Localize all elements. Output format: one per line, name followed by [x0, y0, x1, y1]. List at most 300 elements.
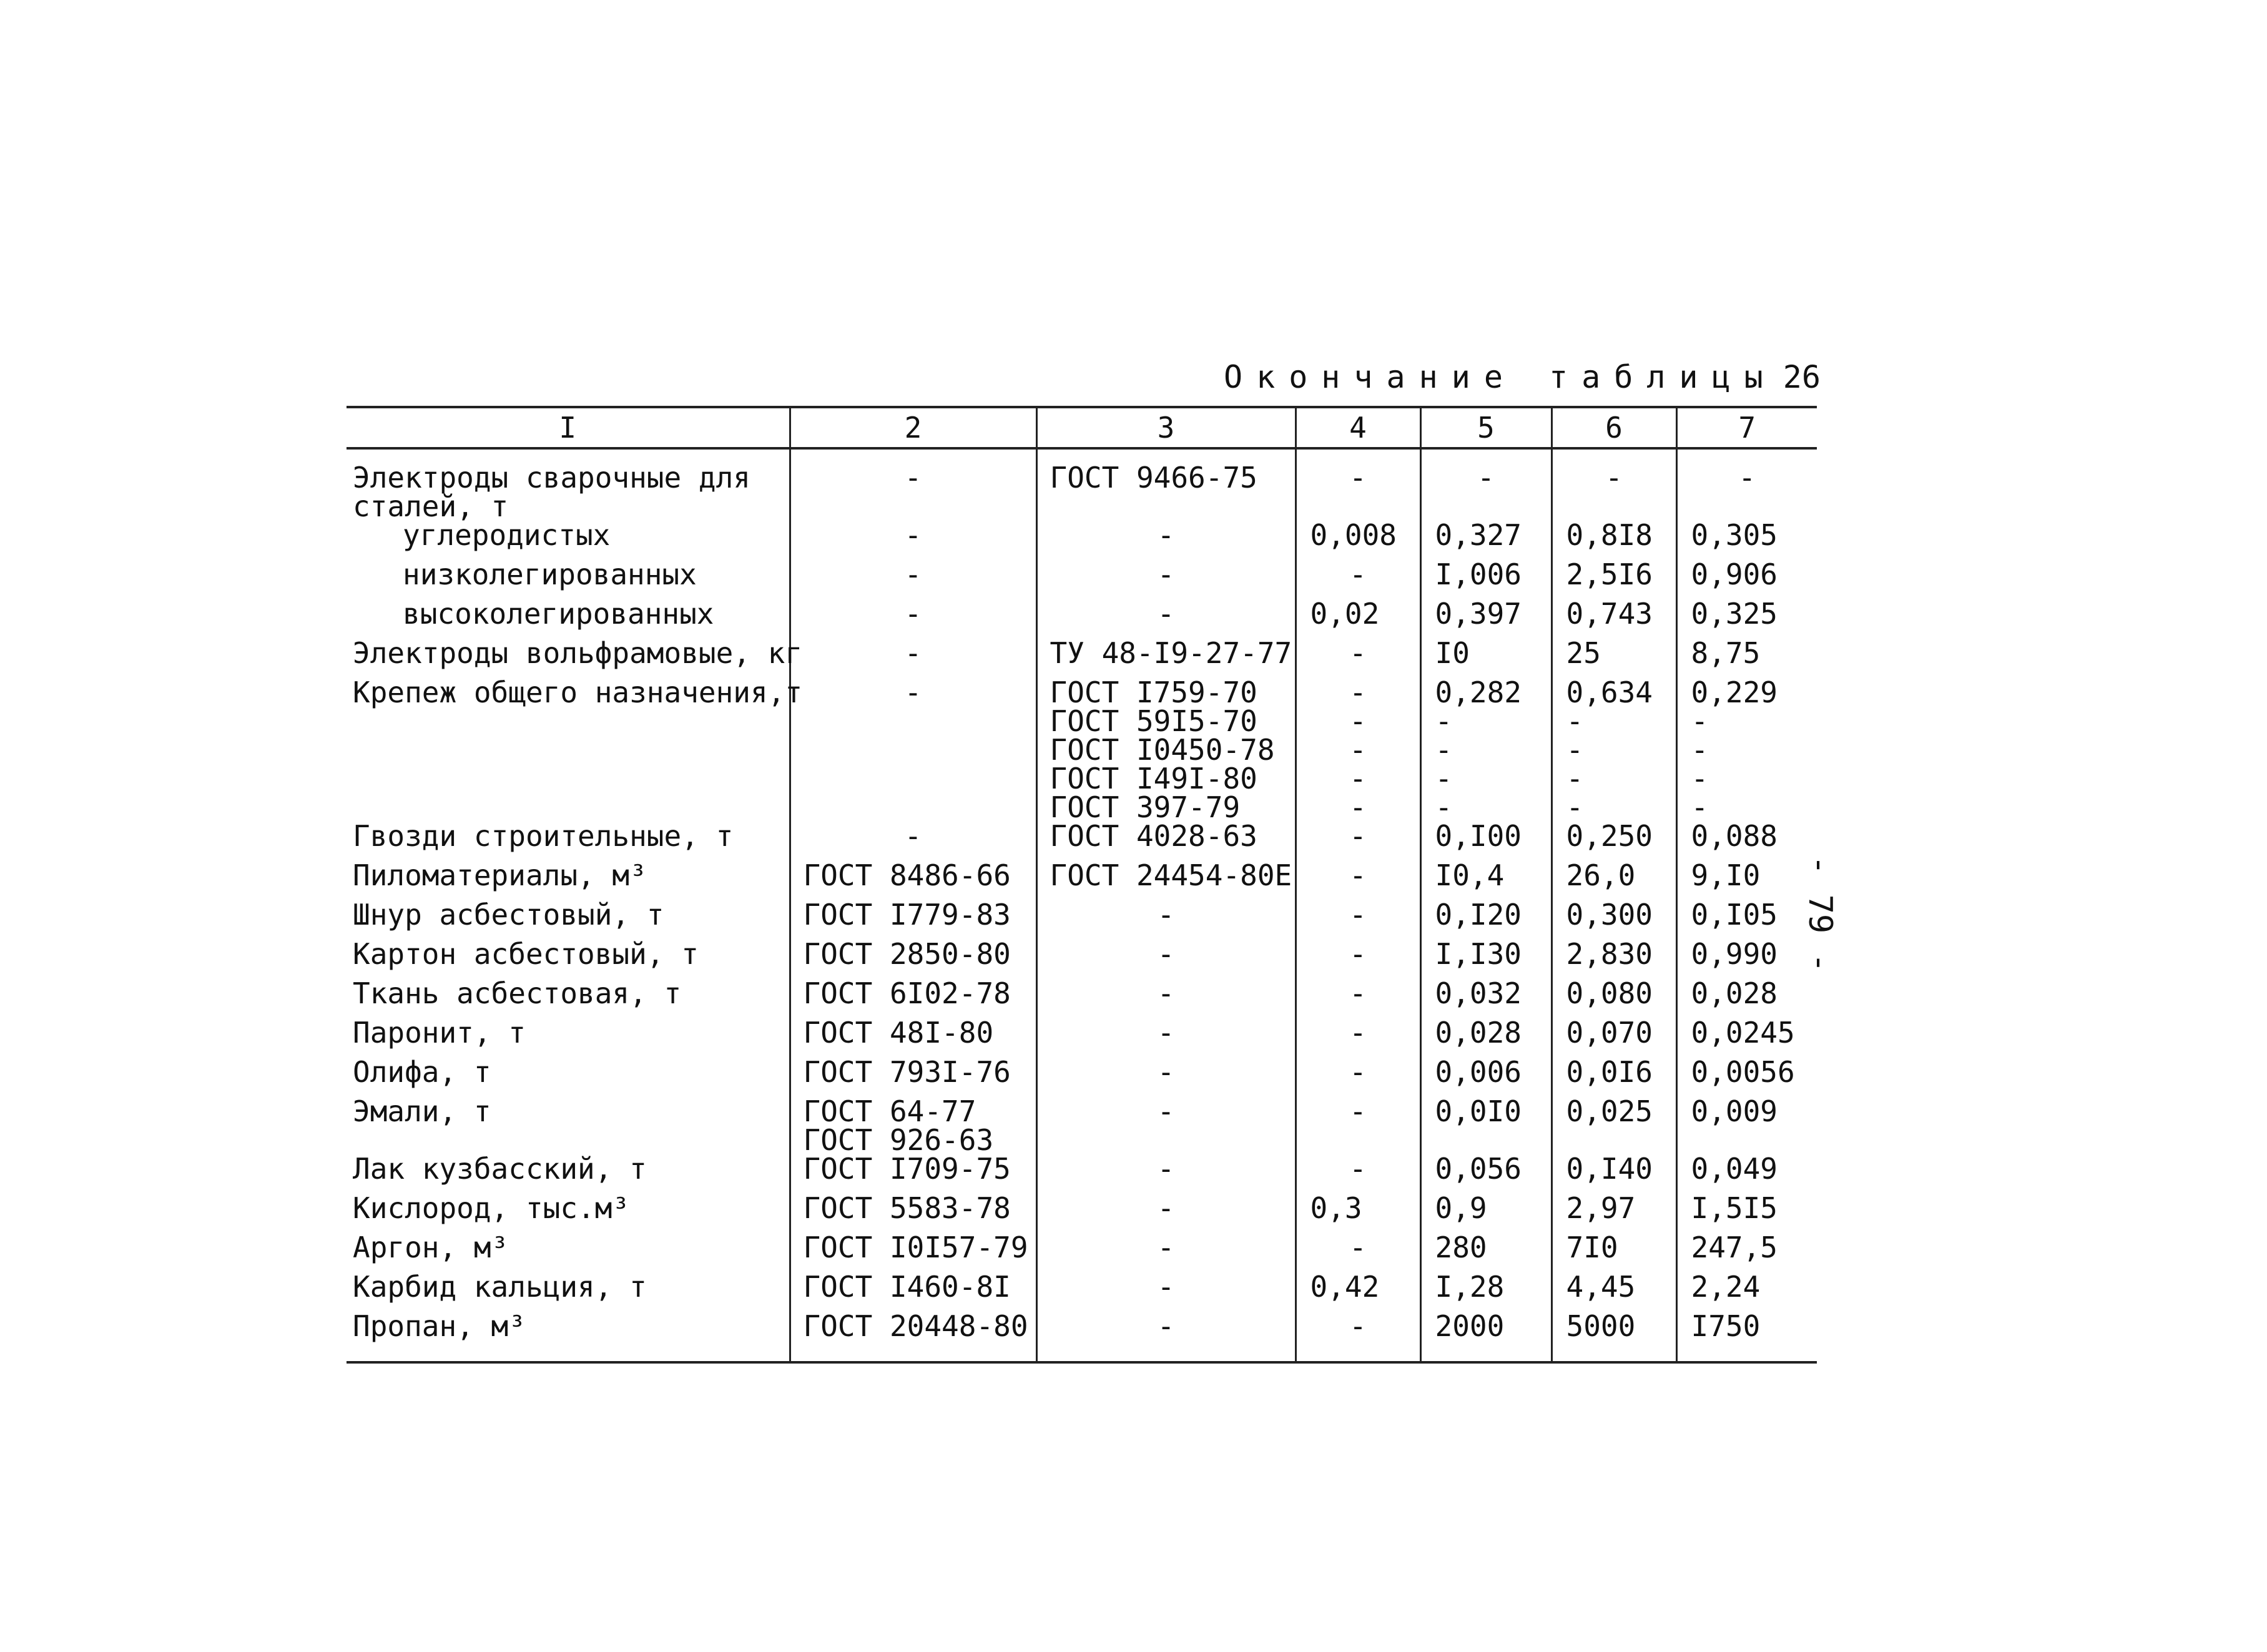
spec-cell [1036, 858, 1296, 900]
value-cell-c7-line: 0,028 [1691, 976, 1778, 1010]
material-name-line: Гвозди строительные, т [353, 819, 734, 853]
value-cell-c7 [1676, 1094, 1817, 1154]
value-cell-c6-line: 0,080 [1566, 976, 1653, 1010]
value-cell-c4 [1296, 858, 1420, 900]
value-cell-c4-line: 0,008 [1310, 518, 1397, 552]
spec-cell-line: ГОСТ I0450-78 [1050, 733, 1275, 767]
spec-cell [1036, 900, 1296, 940]
standard-line: ГОСТ I460-8I [803, 1270, 1011, 1304]
value-cell-c5-line: - [1477, 461, 1495, 494]
value-cell-c5 [1420, 518, 1551, 560]
value-cell-c5 [1420, 1154, 1551, 1194]
standard-line: - [904, 819, 922, 853]
material-name-line: Олифа, т [353, 1055, 491, 1089]
value-cell-c4 [1296, 900, 1420, 940]
standard-line: - [904, 461, 922, 494]
value-cell-c4 [1296, 1055, 1420, 1097]
value-cell-c5-line: I0 [1435, 636, 1470, 670]
standard-cell [790, 560, 1036, 599]
spec-cell-line: ГОСТ 59I5-70 [1050, 704, 1257, 738]
material-name-line: Карбид кальция, т [353, 1270, 647, 1304]
value-cell-c6-line: - [1605, 461, 1623, 494]
caption-table-number: 26 [1783, 359, 1821, 395]
value-cell-c7-line: - [1738, 461, 1756, 494]
value-cell-c6 [1551, 1094, 1676, 1154]
value-cell-c7-line: I,5I5 [1691, 1191, 1778, 1225]
value-cell-c6-line: 2,97 [1566, 1191, 1636, 1225]
spec-cell [1036, 1309, 1296, 1362]
value-cell-c4-line: - [1349, 976, 1367, 1010]
standard-line: ГОСТ 48I-80 [803, 1016, 994, 1050]
material-name-line: Аргон, м³ [353, 1231, 509, 1264]
value-cell-c7 [1676, 1233, 1817, 1272]
material-name [347, 518, 790, 560]
value-cell-c5 [1420, 560, 1551, 599]
spec-cell-line: - [1157, 976, 1175, 1010]
value-cell-c7-line: 247,5 [1691, 1231, 1778, 1264]
standard-cell [790, 1191, 1036, 1233]
material-name-line: Кислород, тыс.м³ [353, 1191, 630, 1225]
value-cell-c5 [1420, 976, 1551, 1018]
standard-line: ГОСТ 64-77 [803, 1094, 976, 1128]
standard-cell [790, 1055, 1036, 1097]
value-cell-c5-line: 0,028 [1435, 1016, 1522, 1050]
value-cell-c6-line: 2,830 [1566, 937, 1653, 971]
value-cell-c4-line: - [1349, 704, 1367, 738]
value-cell-c5 [1420, 1018, 1551, 1058]
table-row [347, 560, 1817, 599]
value-cell-c4-line: 0,42 [1310, 1270, 1380, 1304]
material-name-line: Пиломатериалы, м³ [353, 858, 647, 892]
value-cell-c5-line: 2000 [1435, 1309, 1505, 1343]
material-name [347, 636, 803, 678]
value-cell-c6-line: 4,45 [1566, 1270, 1636, 1304]
spec-cell [1036, 636, 1296, 678]
value-cell-c6-line: 0,8I8 [1566, 518, 1653, 552]
value-cell-c4 [1296, 678, 1420, 822]
standard-cell [790, 678, 1036, 822]
value-cell-c4-line: - [1349, 1016, 1367, 1050]
value-cell-c4-line: - [1349, 558, 1367, 591]
spec-cell-line: - [1157, 1231, 1175, 1264]
value-cell-c4 [1296, 560, 1420, 599]
value-cell-c6-line: 0,025 [1566, 1094, 1653, 1128]
value-cell-c4-line: - [1349, 762, 1367, 795]
value-cell-c7 [1676, 599, 1817, 639]
material-name-line: низколегированных [403, 558, 697, 591]
column-header-2: 2 [790, 407, 1036, 448]
value-cell-c5 [1420, 448, 1551, 521]
standard-line: ГОСТ 793I-76 [803, 1055, 1011, 1089]
table-row [347, 1233, 1817, 1272]
value-cell-c4-line: 0,02 [1310, 597, 1380, 631]
standard-cell [790, 937, 1036, 979]
table-caption [1224, 359, 1821, 395]
value-cell-c5-line: I,006 [1435, 558, 1522, 591]
value-cell-c7 [1676, 937, 1817, 979]
standard-line: - [904, 597, 922, 631]
spec-cell-line: ГОСТ 24454-80Е [1050, 858, 1292, 892]
value-cell-c5-line: 0,9 [1435, 1191, 1487, 1225]
value-cell-c4 [1296, 1191, 1420, 1233]
value-cell-c7-line: 0,0056 [1691, 1055, 1795, 1089]
material-name [347, 1018, 790, 1058]
table-row [347, 1018, 1817, 1058]
value-cell-c7 [1676, 976, 1817, 1018]
value-cell-c6-line: 26,0 [1566, 858, 1636, 892]
standard-line: ГОСТ I779-83 [803, 898, 1011, 932]
material-name [347, 1154, 790, 1194]
value-cell-c4 [1296, 819, 1420, 861]
value-cell-c4 [1296, 1309, 1420, 1362]
value-cell-c7-line: - [1691, 733, 1709, 767]
table-row [347, 979, 1817, 1018]
spec-cell [1036, 678, 1296, 822]
value-cell-c6 [1551, 1154, 1676, 1194]
standard-line: ГОСТ 2850-80 [803, 937, 1011, 971]
value-cell-c6 [1551, 518, 1676, 560]
value-cell-c7-line: I750 [1691, 1309, 1761, 1343]
spec-cell-line: - [1157, 1055, 1175, 1089]
value-cell-c5 [1420, 900, 1551, 940]
value-cell-c6-line: - [1566, 704, 1584, 738]
material-name [347, 900, 790, 940]
material-name [347, 858, 790, 900]
value-cell-c4-line: - [1349, 1152, 1367, 1186]
standard-cell [790, 1309, 1036, 1362]
value-cell-c4 [1296, 1233, 1420, 1272]
value-cell-c7-line: 0,0245 [1691, 1016, 1795, 1050]
value-cell-c4-line: - [1349, 937, 1367, 971]
table-row [347, 1194, 1817, 1233]
table-row [347, 678, 1817, 822]
value-cell-c6-line: - [1566, 790, 1584, 824]
spec-cell [1036, 1191, 1296, 1233]
material-name [347, 599, 790, 639]
spec-cell [1036, 1272, 1296, 1312]
value-cell-c4 [1296, 937, 1420, 979]
value-cell-c7 [1676, 819, 1817, 861]
spec-cell-line: - [1157, 1191, 1175, 1225]
value-cell-c4 [1296, 448, 1420, 521]
value-cell-c6 [1551, 560, 1676, 599]
material-name [347, 448, 790, 521]
value-cell-c5 [1420, 1233, 1551, 1272]
material-name [347, 1055, 790, 1097]
value-cell-c5-line: I0,4 [1435, 858, 1505, 892]
value-cell-c6 [1551, 819, 1676, 861]
value-cell-c4 [1296, 1272, 1420, 1312]
value-cell-c5-line: 280 [1435, 1231, 1487, 1264]
spec-cell [1036, 937, 1296, 979]
standard-line: ГОСТ 8486-66 [803, 858, 1011, 892]
column-header-6: 6 [1551, 407, 1676, 448]
material-name-line: Паронит, т [353, 1016, 526, 1050]
material-name-line: высоколегированных [403, 597, 714, 631]
value-cell-c4-line: - [1349, 461, 1367, 494]
value-cell-c6-line: 0,070 [1566, 1016, 1653, 1050]
spec-cell [1036, 976, 1296, 1018]
value-cell-c6 [1551, 900, 1676, 940]
standard-cell [790, 1154, 1036, 1194]
standard-cell [790, 976, 1036, 1018]
spec-cell-line: - [1157, 1152, 1175, 1186]
value-cell-c5-line: 0,056 [1435, 1152, 1522, 1186]
spec-cell-line: - [1157, 558, 1175, 591]
table-row [347, 822, 1817, 861]
value-cell-c5-line: 0,006 [1435, 1055, 1522, 1089]
material-name-line: Лак кузбасский, т [353, 1152, 647, 1186]
value-cell-c5 [1420, 599, 1551, 639]
value-cell-c4-line: - [1349, 1309, 1367, 1343]
standard-cell [790, 900, 1036, 940]
material-name-line: Пропан, м³ [353, 1309, 526, 1343]
column-header-5: 5 [1420, 407, 1551, 448]
spec-cell-line: ГОСТ 397-79 [1050, 790, 1241, 824]
value-cell-c7 [1676, 1191, 1817, 1233]
value-cell-c7 [1676, 448, 1817, 521]
value-cell-c6 [1551, 937, 1676, 979]
value-cell-c6 [1551, 448, 1676, 521]
spec-cell [1036, 560, 1296, 599]
value-cell-c4 [1296, 518, 1420, 560]
value-cell-c6-line: 0,0I6 [1566, 1055, 1653, 1089]
value-cell-c7-line: 8,75 [1691, 636, 1761, 670]
material-name-line: Крепеж общего назначения,т [353, 676, 803, 709]
value-cell-c4-line: - [1349, 819, 1367, 853]
value-cell-c4-line: - [1349, 636, 1367, 670]
value-cell-c7-line: 0,990 [1691, 937, 1778, 971]
value-cell-c6 [1551, 1309, 1676, 1362]
value-cell-c5-line: 0,327 [1435, 518, 1522, 552]
standard-line: ГОСТ I0I57-79 [803, 1231, 1028, 1264]
column-header-7: 7 [1676, 407, 1817, 448]
value-cell-c7-line: 0,325 [1691, 597, 1778, 631]
standard-line: - [904, 558, 922, 591]
value-cell-c6-line: - [1566, 733, 1584, 767]
value-cell-c4 [1296, 599, 1420, 639]
value-cell-c7-line: - [1691, 762, 1709, 795]
material-name [347, 1094, 790, 1154]
table-row [347, 861, 1817, 900]
material-name [347, 937, 790, 979]
value-cell-c6-line: 0,743 [1566, 597, 1653, 631]
table-row [347, 521, 1817, 560]
spec-cell-line: ГОСТ 4028-63 [1050, 819, 1257, 853]
value-cell-c6 [1551, 1272, 1676, 1312]
value-cell-c7-line: 2,24 [1691, 1270, 1761, 1304]
value-cell-c7-line: - [1691, 704, 1709, 738]
value-cell-c4-line: - [1349, 898, 1367, 932]
spec-cell-line: - [1157, 1270, 1175, 1304]
table-row [347, 639, 1817, 678]
standard-cell [790, 858, 1036, 900]
value-cell-c5 [1420, 1272, 1551, 1312]
table-row [347, 599, 1817, 639]
material-name [347, 976, 790, 1018]
spec-cell [1036, 1055, 1296, 1097]
value-cell-c6 [1551, 1191, 1676, 1233]
standard-cell [790, 1018, 1036, 1058]
value-cell-c6 [1551, 636, 1676, 678]
value-cell-c4 [1296, 636, 1420, 678]
material-name-line: Эмали, т [353, 1094, 491, 1128]
value-cell-c6 [1551, 1018, 1676, 1058]
spec-cell-line: - [1157, 518, 1175, 552]
value-cell-c7 [1676, 1154, 1817, 1194]
spec-cell-line: - [1157, 1094, 1175, 1128]
value-cell-c5 [1420, 1094, 1551, 1154]
material-name [347, 1191, 790, 1233]
value-cell-c6-line: 7I0 [1566, 1231, 1618, 1264]
table-row [347, 1058, 1817, 1097]
table-row [347, 1097, 1817, 1154]
value-cell-c7 [1676, 1055, 1817, 1097]
value-cell-c5 [1420, 678, 1551, 822]
value-cell-c7 [1676, 518, 1817, 560]
material-name [347, 676, 803, 822]
value-cell-c7 [1676, 678, 1817, 822]
standard-cell [790, 1094, 1036, 1157]
spec-cell-line: - [1157, 597, 1175, 631]
value-cell-c7 [1676, 636, 1817, 678]
standard-line: ГОСТ 6I02-78 [803, 976, 1011, 1010]
value-cell-c6 [1551, 976, 1676, 1018]
material-name-line: Ткань асбестовая, т [353, 976, 682, 1010]
standard-line: - [904, 518, 922, 552]
spec-cell-line: - [1157, 937, 1175, 971]
value-cell-c5-line: I,28 [1435, 1270, 1505, 1304]
value-cell-c7-line: 0,088 [1691, 819, 1778, 853]
value-cell-c6-line: 0,250 [1566, 819, 1653, 853]
value-cell-c4-line: - [1349, 858, 1367, 892]
value-cell-c4 [1296, 1154, 1420, 1194]
table-row [347, 1312, 1817, 1362]
material-name-line: сталей, т [353, 489, 509, 523]
value-cell-c7 [1676, 1272, 1817, 1312]
spec-cell [1036, 1018, 1296, 1058]
value-cell-c6 [1551, 599, 1676, 639]
value-cell-c7-line: 0,906 [1691, 558, 1778, 591]
value-cell-c5-line: 0,282 [1435, 676, 1522, 709]
value-cell-c4-line: - [1349, 676, 1367, 709]
value-cell-c5 [1420, 858, 1551, 900]
table-row [347, 1154, 1817, 1194]
value-cell-c6-line: 5000 [1566, 1309, 1636, 1343]
spec-cell [1036, 1154, 1296, 1194]
value-cell-c6 [1551, 858, 1676, 900]
spec-cell-line: ТУ 48-I9-27-77 [1050, 636, 1292, 670]
value-cell-c4 [1296, 1018, 1420, 1058]
material-name [347, 1309, 790, 1362]
page-number: - 79 - [1801, 855, 1839, 973]
value-cell-c7-line: 0,229 [1691, 676, 1778, 709]
spec-cell [1036, 448, 1296, 521]
value-cell-c7-line: 0,049 [1691, 1152, 1778, 1186]
value-cell-c7 [1676, 560, 1817, 599]
material-name-line: Шнур асбестовый, т [353, 898, 664, 932]
spec-cell [1036, 1233, 1296, 1272]
column-header-4: 4 [1296, 407, 1420, 448]
standard-line: ГОСТ 926-63 [803, 1123, 994, 1157]
material-name [347, 1233, 790, 1272]
spec-cell-line: ГОСТ 9466-75 [1050, 461, 1257, 494]
value-cell-c7-line: 9,I0 [1691, 858, 1761, 892]
value-cell-c5-line: I,I30 [1435, 937, 1522, 971]
value-cell-c5 [1420, 1191, 1551, 1233]
table-header [347, 407, 1817, 448]
value-cell-c7-line: 0,009 [1691, 1094, 1778, 1128]
value-cell-c5-line: 0,I00 [1435, 819, 1522, 853]
spec-cell-line: - [1157, 1309, 1175, 1343]
value-cell-c5-line: 0,397 [1435, 597, 1522, 631]
value-cell-c7-line: 0,I05 [1691, 898, 1778, 932]
material-name [347, 1272, 790, 1312]
value-cell-c5-line: - [1435, 790, 1453, 824]
value-cell-c4-line: - [1349, 733, 1367, 767]
standard-line: ГОСТ 20448-80 [803, 1309, 1028, 1343]
material-name-line: Электроды вольфрамовые, кг [353, 636, 803, 670]
spec-cell [1036, 1094, 1296, 1154]
value-cell-c6-line: 0,I40 [1566, 1152, 1653, 1186]
value-cell-c5-line: 0,I20 [1435, 898, 1522, 932]
value-cell-c5-line: - [1435, 704, 1453, 738]
spec-cell [1036, 819, 1296, 861]
value-cell-c5 [1420, 937, 1551, 979]
material-name-line: углеродистых [403, 518, 611, 552]
standard-cell [790, 636, 1036, 678]
value-cell-c4-line: 0,3 [1310, 1191, 1362, 1225]
value-cell-c6 [1551, 1233, 1676, 1272]
value-cell-c4-line: - [1349, 790, 1367, 824]
standard-cell [790, 1272, 1036, 1312]
spec-cell-line: - [1157, 1016, 1175, 1050]
standard-cell [790, 518, 1036, 560]
table-row [347, 1272, 1817, 1312]
spec-cell-line: ГОСТ I49I-80 [1050, 762, 1257, 795]
materials-table [347, 406, 1817, 1364]
standard-line: ГОСТ 5583-78 [803, 1191, 1011, 1225]
value-cell-c6 [1551, 1055, 1676, 1097]
standard-cell [790, 819, 1036, 861]
value-cell-c4 [1296, 976, 1420, 1018]
table-body [347, 448, 1817, 1362]
value-cell-c6-line: 2,5I6 [1566, 558, 1653, 591]
value-cell-c4-line: - [1349, 1231, 1367, 1264]
spec-cell [1036, 518, 1296, 560]
value-cell-c6 [1551, 678, 1676, 822]
value-cell-c5-line: 0,032 [1435, 976, 1522, 1010]
value-cell-c4-line: - [1349, 1094, 1367, 1128]
caption-text: Окончание таблицы [1224, 359, 1777, 395]
value-cell-c7 [1676, 858, 1817, 900]
material-name-line: Электроды сварочные для [353, 461, 750, 494]
standard-line: ГОСТ I709-75 [803, 1152, 1011, 1186]
value-cell-c5 [1420, 636, 1551, 678]
value-cell-c7 [1676, 900, 1817, 940]
spec-cell-line: ГОСТ I759-70 [1050, 676, 1257, 709]
value-cell-c4-line: - [1349, 1055, 1367, 1089]
value-cell-c6-line: 0,634 [1566, 676, 1653, 709]
value-cell-c7-line: - [1691, 790, 1709, 824]
table-row [347, 448, 1817, 521]
value-cell-c6-line: 25 [1566, 636, 1601, 670]
standard-cell [790, 599, 1036, 639]
standard-cell [790, 1233, 1036, 1272]
value-cell-c5-line: - [1435, 762, 1453, 795]
value-cell-c5-line: - [1435, 733, 1453, 767]
standard-cell [790, 448, 1036, 521]
